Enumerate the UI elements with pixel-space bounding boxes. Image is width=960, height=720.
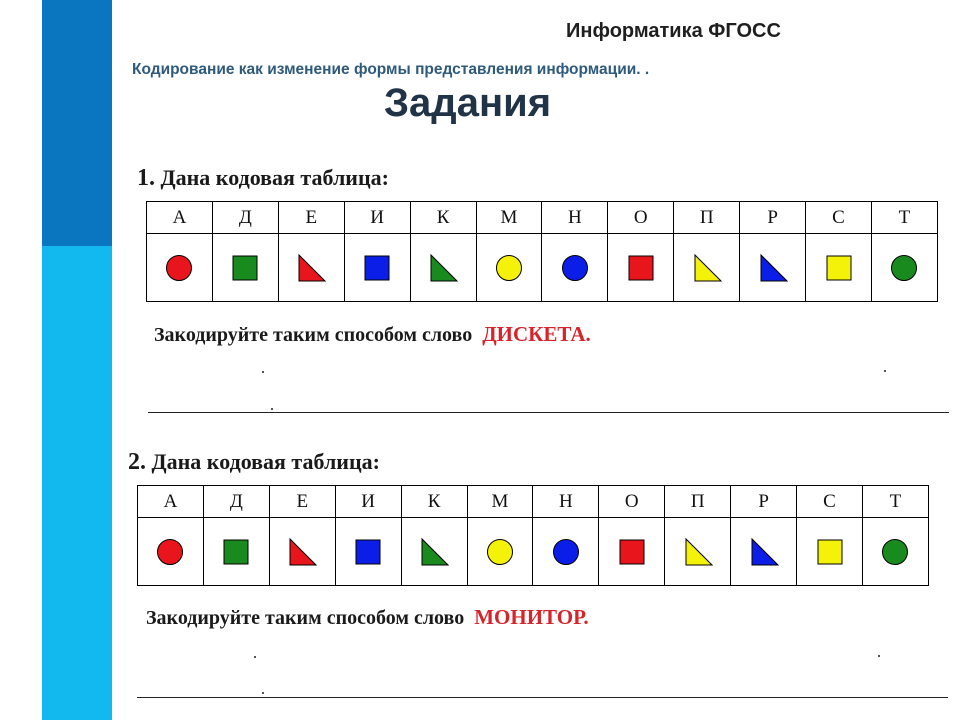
task-1-heading	[137, 165, 389, 192]
symbol-cell	[731, 518, 797, 586]
symbol-cell	[476, 234, 542, 302]
letter-cell: Н	[542, 202, 608, 234]
symbol-cell	[862, 518, 928, 586]
letter-cell: Н	[533, 486, 599, 518]
task-1-heading-text: Дана кодовая таблица:	[160, 165, 389, 190]
letter-cell: Е	[269, 486, 335, 518]
symbol-cell	[147, 234, 213, 302]
letter-cell: Д	[212, 202, 278, 234]
letter-cell: Д	[203, 486, 269, 518]
task-2-instruction	[146, 605, 589, 630]
yellow-circle-icon	[485, 537, 515, 567]
dot-mark	[262, 692, 264, 694]
symbol-cell	[533, 518, 599, 586]
letter-row	[147, 202, 938, 234]
green-square-icon	[230, 253, 260, 283]
blue-circle-icon	[551, 537, 581, 567]
task-1-word: ДИСКЕТА.	[482, 322, 591, 346]
letter-row	[138, 486, 929, 518]
symbol-cell	[740, 234, 806, 302]
letter-cell: О	[599, 486, 665, 518]
red-square-icon	[626, 253, 656, 283]
letter-cell: А	[138, 486, 204, 518]
blue-triangle-icon	[758, 253, 788, 283]
red-circle-icon	[155, 537, 185, 567]
green-circle-icon	[889, 253, 919, 283]
symbol-cell	[542, 234, 608, 302]
code-table-2	[137, 485, 929, 586]
task-1-answer-line[interactable]	[148, 412, 949, 413]
letter-cell: С	[806, 202, 872, 234]
task-2-heading-text: Дана кодовая таблица:	[151, 449, 380, 474]
red-circle-icon	[164, 253, 194, 283]
blue-square-icon	[362, 253, 392, 283]
sidebar-bar-light	[42, 246, 112, 720]
dot-mark	[884, 370, 886, 372]
letter-cell: Р	[740, 202, 806, 234]
symbol-cell	[278, 234, 344, 302]
letter-cell: К	[401, 486, 467, 518]
letter-cell: Е	[278, 202, 344, 234]
yellow-circle-icon	[494, 253, 524, 283]
symbol-cell	[806, 234, 872, 302]
task-2-answer-line[interactable]	[137, 697, 948, 698]
letter-cell: И	[335, 486, 401, 518]
symbol-cell	[203, 518, 269, 586]
letter-cell: П	[674, 202, 740, 234]
page-title: Задания	[384, 81, 552, 125]
code-table-1	[146, 201, 938, 302]
green-triangle-icon	[428, 253, 458, 283]
dot-mark	[271, 408, 273, 410]
symbol-cell	[467, 518, 533, 586]
letter-cell: М	[467, 486, 533, 518]
symbol-cell	[410, 234, 476, 302]
letter-cell: Т	[862, 486, 928, 518]
green-circle-icon	[880, 537, 910, 567]
symbol-cell	[599, 518, 665, 586]
symbol-cell	[138, 518, 204, 586]
symbol-cell	[797, 518, 863, 586]
green-square-icon	[221, 537, 251, 567]
symbol-cell	[344, 234, 410, 302]
blue-triangle-icon	[749, 537, 779, 567]
red-triangle-icon	[296, 253, 326, 283]
symbol-row	[147, 234, 938, 302]
task-1-number: 1.	[137, 165, 155, 191]
red-triangle-icon	[287, 537, 317, 567]
task-2-heading	[128, 449, 380, 476]
red-square-icon	[617, 537, 647, 567]
symbol-cell	[871, 234, 937, 302]
yellow-triangle-icon	[692, 253, 722, 283]
symbol-cell	[674, 234, 740, 302]
blue-circle-icon	[560, 253, 590, 283]
task-2-word: МОНИТОР.	[474, 605, 589, 629]
blue-square-icon	[353, 537, 383, 567]
task-1-instruction	[154, 322, 591, 347]
symbol-cell	[665, 518, 731, 586]
letter-cell: М	[476, 202, 542, 234]
symbol-cell	[608, 234, 674, 302]
yellow-square-icon	[824, 253, 854, 283]
green-triangle-icon	[419, 537, 449, 567]
task-1-instruction-text: Закодируйте таким способом слово	[154, 324, 473, 346]
letter-cell: А	[147, 202, 213, 234]
dot-mark	[878, 655, 880, 657]
dot-mark	[262, 371, 264, 373]
yellow-triangle-icon	[683, 537, 713, 567]
dot-mark	[254, 656, 256, 658]
symbol-cell	[335, 518, 401, 586]
task-2-number: 2.	[128, 449, 146, 475]
task-2-instruction-text: Закодируйте таким способом слово	[146, 607, 465, 629]
course-title: Информатика ФГОСС	[566, 20, 781, 42]
letter-cell: О	[608, 202, 674, 234]
symbol-row	[138, 518, 929, 586]
letter-cell: С	[797, 486, 863, 518]
letter-cell: К	[410, 202, 476, 234]
letter-cell: Т	[871, 202, 937, 234]
symbol-cell	[212, 234, 278, 302]
symbol-cell	[269, 518, 335, 586]
symbol-cell	[401, 518, 467, 586]
letter-cell: И	[344, 202, 410, 234]
letter-cell: П	[665, 486, 731, 518]
sidebar-bar-dark	[42, 0, 112, 246]
yellow-square-icon	[815, 537, 845, 567]
lesson-subtitle: Кодирование как изменение формы представления информации. .	[132, 61, 650, 78]
letter-cell: Р	[731, 486, 797, 518]
